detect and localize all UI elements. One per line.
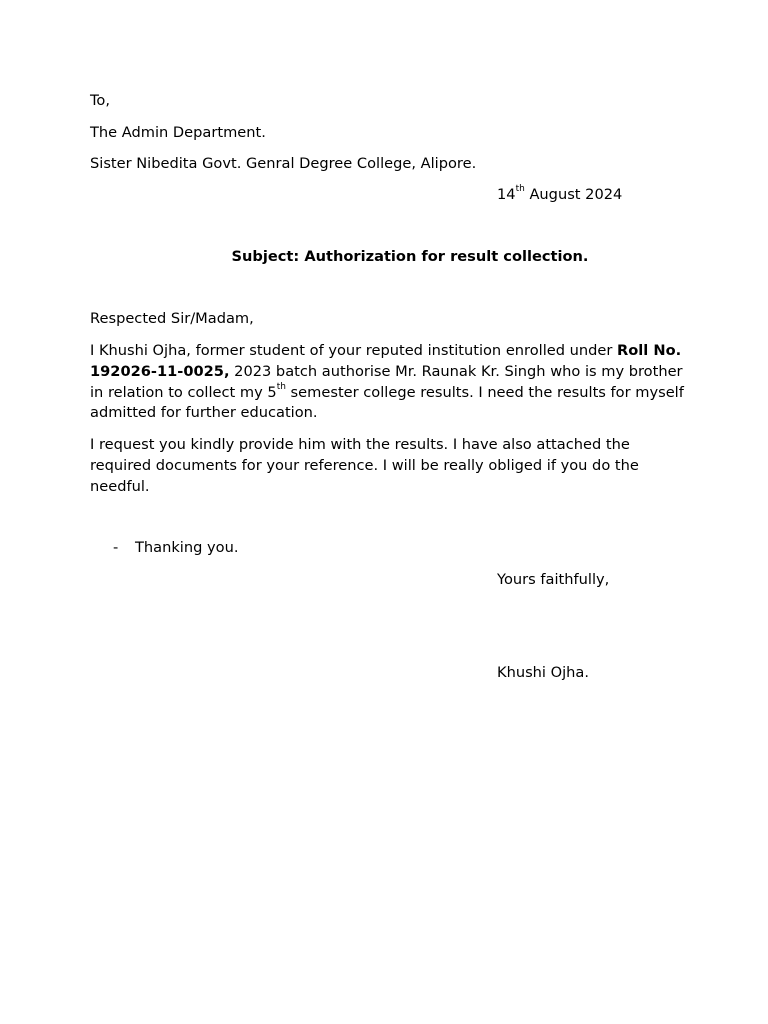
recipient-college: Sister Nibedita Govt. Genral Degree College, Alipore. bbox=[90, 155, 477, 172]
body-p1-intro: I Khushi Ojha, former student of your reputed institution enrolled under bbox=[90, 342, 618, 359]
signatory-name: Khushi Ojha. bbox=[497, 664, 589, 681]
date-day: 14 bbox=[497, 186, 516, 203]
thanking-you: Thanking you. bbox=[135, 539, 239, 556]
recipient-department: The Admin Department. bbox=[90, 124, 266, 141]
recipient-to: To, bbox=[90, 92, 111, 109]
salutation: Respected Sir/Madam, bbox=[90, 310, 254, 327]
semester-suffix: th bbox=[276, 381, 286, 392]
sign-off: Yours faithfully, bbox=[497, 571, 610, 588]
date-month-year: August 2024 bbox=[524, 186, 623, 203]
body-paragraph-2: I request you kindly provide him with the results. I have also attached the required documents for your reference. I will be really obliged if you do the needful. bbox=[90, 436, 639, 495]
letter-date bbox=[497, 185, 622, 205]
bullet-dash: - bbox=[113, 539, 119, 556]
letter-subject: Subject: Authorization for result collection. bbox=[231, 248, 589, 265]
date-day-suffix: th bbox=[515, 184, 525, 195]
body-p1-end: semester college results. I need the results for myself admitted for further education. bbox=[90, 383, 684, 422]
body-paragraph-1 bbox=[90, 341, 690, 424]
body-p1-mid: 2023 batch authorise Mr. Raunak Kr. Singh who is my brother in relation to collect my 5 bbox=[90, 362, 683, 401]
roll-number: Roll No. 192026-11-0025, bbox=[90, 342, 682, 380]
